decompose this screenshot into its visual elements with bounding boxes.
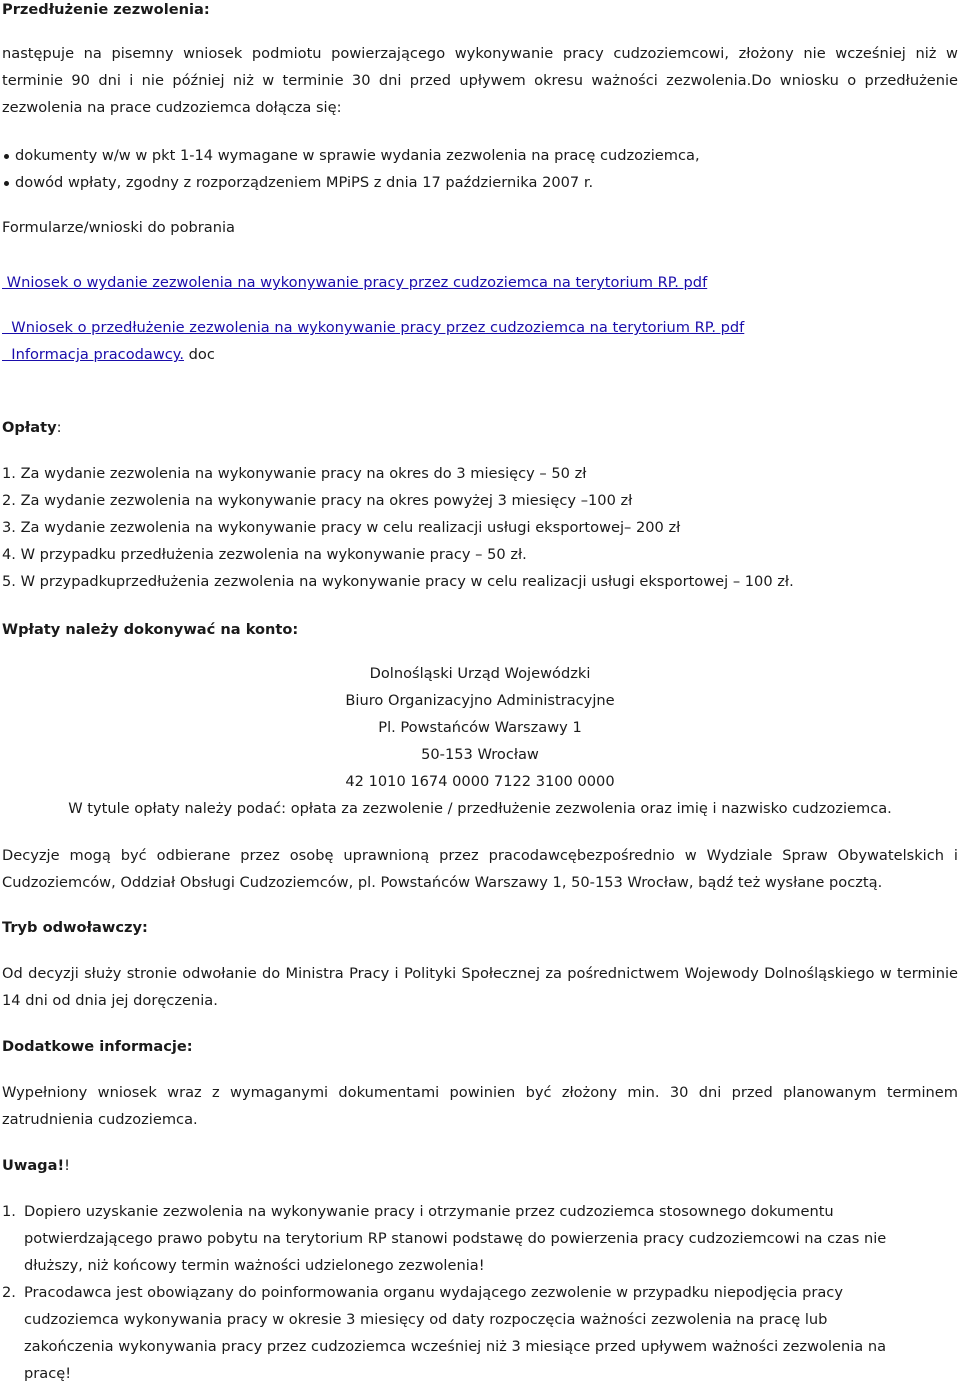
fees-heading-colon: : [56,419,62,436]
list-item: 3. Za wydanie zezwolenia na wykonywanie pracy w celu realizacji usługi eksportowej– 200 zł [2,519,681,536]
payment-title-note: W tytule opłaty należy podać: opłata za zezwolenie / przedłużenie zezwolenia oraz imię i nazwisko cudzoziemca. [68,800,892,817]
download-link-employer-info[interactable]: Informacja pracodawcy. [2,346,184,363]
list-item: dowód wpłaty, zgodny z rozporządzeniem MPiPS z dnia 17 października 2007 r. [2,169,700,196]
intro-text-2: Do wniosku o przedłużenie zezwolenia na prace cudzoziemca dołącza się: [2,72,958,116]
address-line: Pl. Powstańców Warszawy 1 [378,719,582,736]
payment-heading: Wpłaty należy dokonywać na konto: [2,621,299,638]
warning-heading-tail: ! [64,1157,70,1174]
item-text: Dopiero uzyskanie zezwolenia na wykonywanie pracy i otrzymanie przez cudzoziemca stosownego dokumentu potwierdzającego prawo pobytu na terytorium RP stanowi podstawę do powierzenia pracy cudzoziemcowi na czas nie dłuższy, niż końcowy termin ważności udzielonego zezwolenia! [24,1203,887,1274]
fees-heading [2,414,958,441]
item-text: Pracodawca jest obowiązany do poinformowania organu wydającego zezwolenie w przypadku niepodjęcia pracy cudzoziemca wykonywania pracy w okresie 3 miesięcy od daty rozpoczęcia ważności zezwolenia na pracę lub zakończenia wykonywania pracy przez cudzoziemca wcześniej niż 3 miesiące przed upływem ważności zezwolenia na pracę! [24,1284,887,1382]
intro-paragraph [2,40,958,121]
page-title: Przedłużenie zezwolenia: [2,1,210,18]
decisions-paragraph: Decyzje mogą być odbierane przez osobę uprawnioną przez pracodawcębezpośrednio w Wydziale Spraw Obywatelskich i Cudzoziemców, Oddział Obsługi Cudzoziemców, pl. Powstańców Warszawy 1, 50-153 Wrocław, bądź też wysłane pocztą. [2,847,958,891]
download-link-work-permit[interactable]: Wniosek o wydanie zezwolenia na wykonywanie pracy przez cudzoziemca na terytorium RP. pdf [2,274,708,291]
list-item: 1. Za wydanie zezwolenia na wykonywanie pracy na okres do 3 miesięcy – 50 zł [2,465,587,482]
download-link-extension[interactable]: Wniosek o przedłużenie zezwolenia na wykonywanie pracy przez cudzoziemca na terytorium RP. pdf [2,319,745,336]
address-line: Biuro Organizacyjno Administracyjne [345,692,615,709]
bank-account-number: 42 1010 1674 0000 7122 3100 0000 [345,773,615,790]
additional-paragraph: Wypełniony wniosek wraz z wymaganymi dokumentami powinien być złożony min. 30 dni przed planowanym terminem zatrudnienia cudzoziemca. [2,1084,958,1128]
warning-list [2,1198,920,1387]
list-item: 4. W przypadku przedłużenia zezwolenia na wykonywanie pracy – 50 zł. [2,546,527,563]
download-row [2,341,958,368]
attachments-list [2,142,700,196]
fees-list [2,460,958,595]
additional-heading: Dodatkowe informacje: [2,1038,193,1055]
list-item: 2. Za wydanie zezwolenia na wykonywanie pracy na okres powyżej 3 miesięcy –100 zł [2,492,633,509]
appeal-heading: Tryb odwoławczy: [2,919,148,936]
item-number: 1. [2,1203,16,1220]
download-row [2,269,958,296]
file-type-label: doc [183,346,215,363]
warning-heading-text: Uwaga! [2,1157,65,1174]
appeal-paragraph: Od decyzji służy stronie odwołanie do Ministra Pracy i Polityki Społecznej za pośrednictwem Wojewody Dolnośląskiego w terminie 14 dni od dnia jej doręczenia. [2,965,958,1009]
warning-heading [2,1152,958,1179]
address-line: 50-153 Wrocław [421,746,539,763]
forms-heading: Formularze/wnioski do pobrania [2,219,235,236]
download-row [2,314,958,341]
payment-address [2,660,958,822]
fees-heading-text: Opłaty [2,419,57,436]
intro-text-1: następuje na pisemny wniosek podmiotu powierzającego wykonywanie pracy cudzoziemcowi, złożony nie wcześniej niż w terminie 90 dni i nie później niż w terminie 30 dni przed upływem okresu ważności zezwolenia. [2,45,958,89]
list-item: dokumenty w/w w pkt 1-14 wymagane w sprawie wydania zezwolenia na pracę cudzoziemca, [2,142,700,169]
list-item: 5. W przypadkuprzedłużenia zezwolenia na wykonywanie pracy w celu realizacji usługi eksportowej – 100 zł. [2,573,794,590]
list-item [2,1198,920,1279]
list-item [2,1279,920,1387]
item-number: 2. [2,1284,16,1301]
address-line: Dolnośląski Urząd Wojewódzki [369,665,591,682]
